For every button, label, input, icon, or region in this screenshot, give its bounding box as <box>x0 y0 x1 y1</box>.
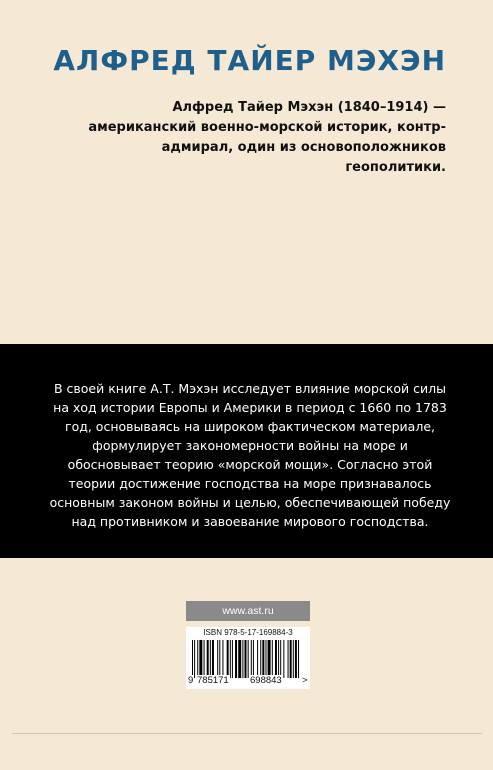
publisher-url: www.ast.ru <box>186 601 310 621</box>
book-description: В своей книге А.Т. Мэхэн исследует влияние морской силы на ход истории Европы и Америки в период с 1660 по 1783 год, основываясь на широком фактическом материале, формулирует закономерности войны на море и обосновывает теорию «морской мощи». Согласно этой теории достижение господства на море признавалось основным законом войны и целью, обеспечивающей победу над противником и завоевание мирового господства. <box>49 381 451 529</box>
bottom-divider <box>12 733 482 734</box>
barcode-group-1: 785171 <box>197 675 229 686</box>
barcode-digits <box>186 675 310 688</box>
barcode-arrow: > <box>302 675 308 686</box>
barcode-first-digit: 9 <box>188 675 194 686</box>
barcode-group-2: 698843 <box>250 675 282 686</box>
author-title: АЛФРЕД ТАЙЕР МЭХЭН <box>53 44 446 77</box>
isbn-label: ISBN 978-5-17-169884-3 <box>203 628 293 637</box>
author-bio: Алфред Тайер Мэхэн (1840–1914) — американский военно-морской историк, контр-адмирал, один из основоположников геополитики. <box>88 100 446 175</box>
barcode-icon <box>192 640 304 678</box>
barcode-block <box>186 627 310 689</box>
